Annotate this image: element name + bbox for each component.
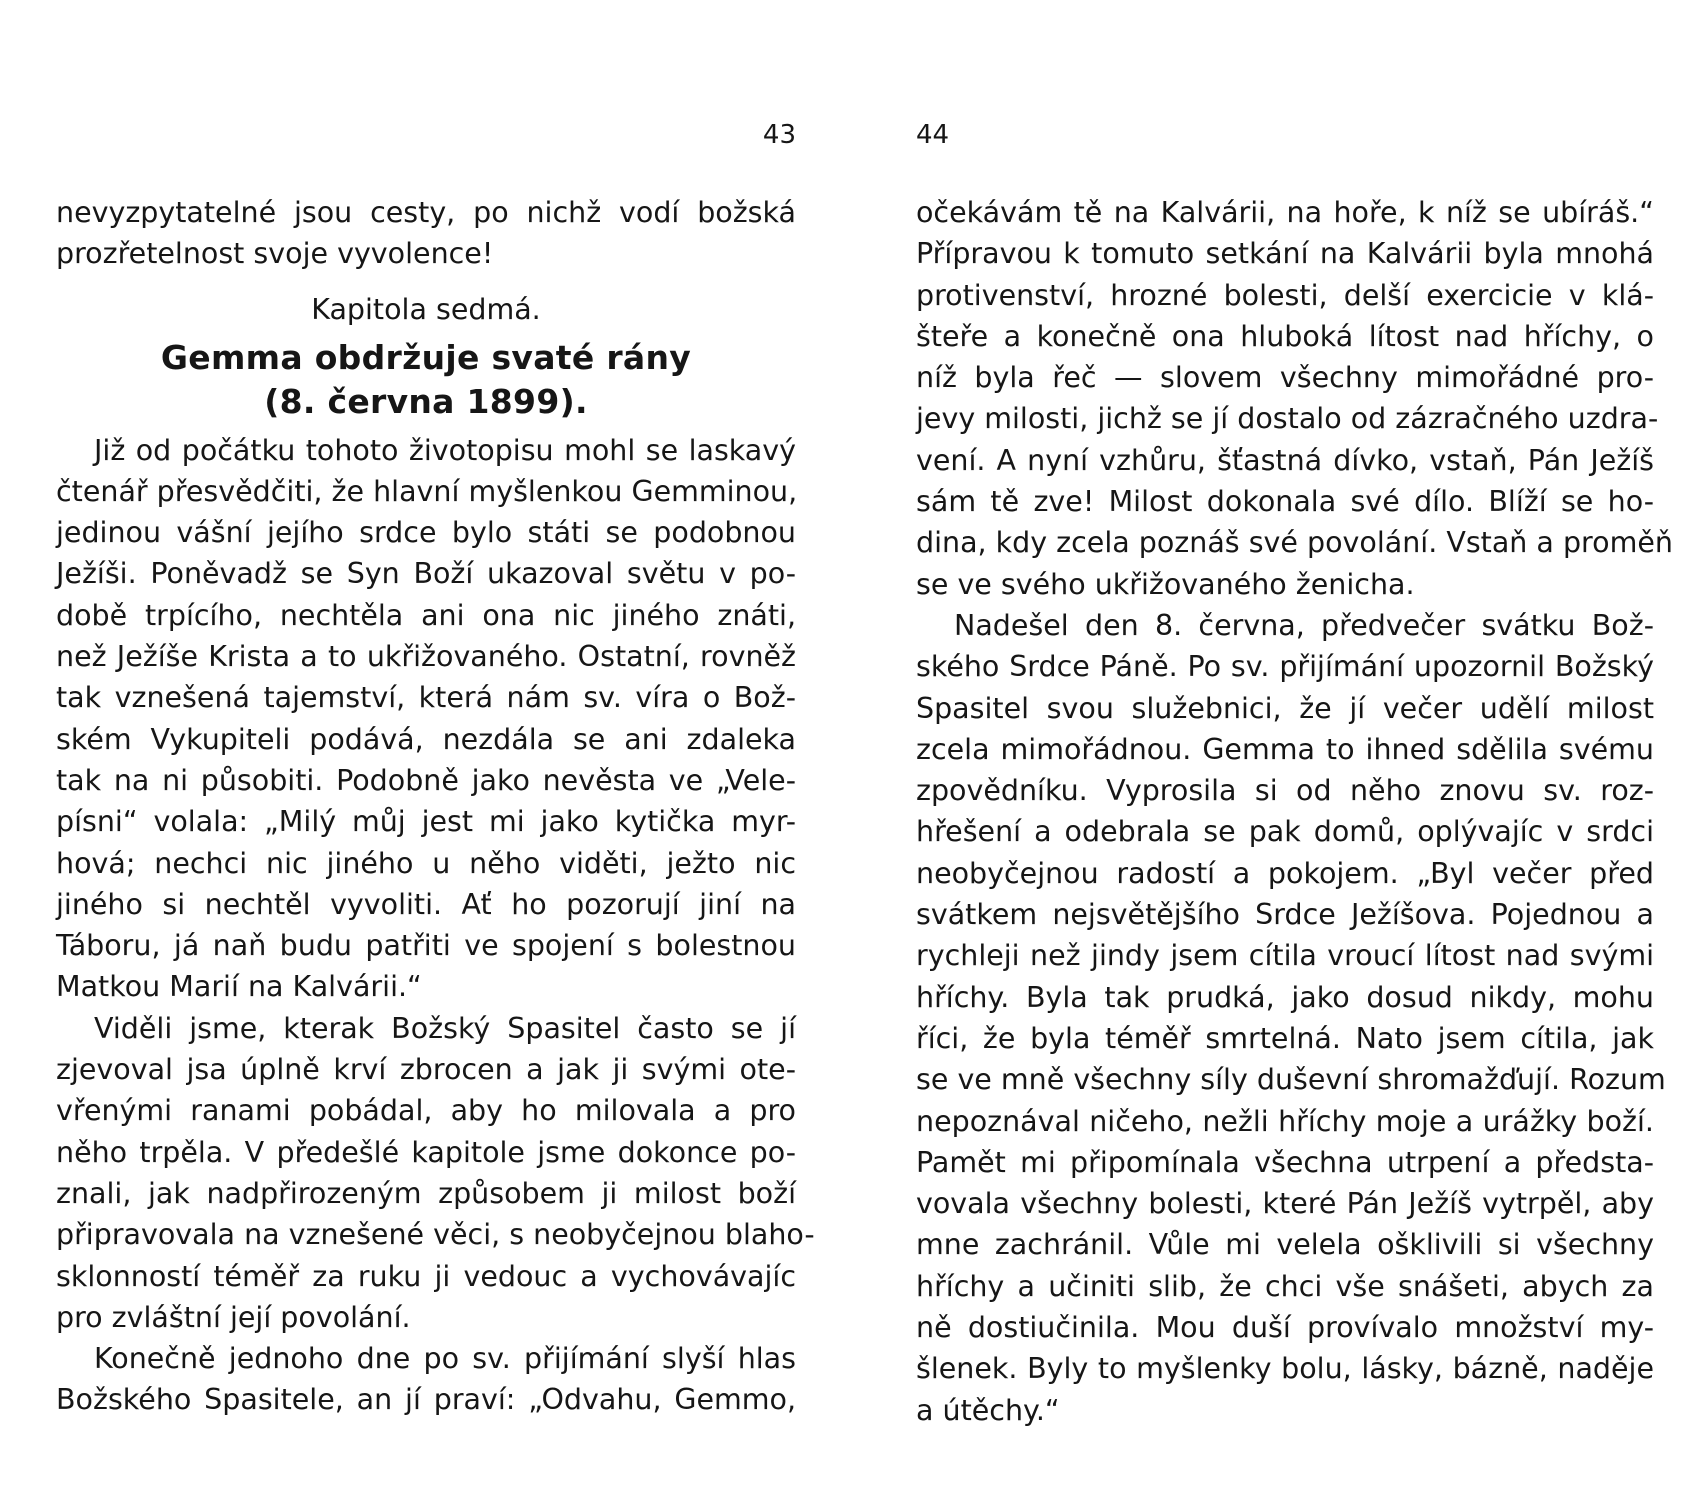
text-line: nepoznával ničeho, nežli hříchy moje a urážky boží.: [916, 1104, 1654, 1138]
text-column: [56, 192, 815, 1421]
text-line: připravovala na vznešené věci, s neobyčejnou blaho-: [56, 1218, 815, 1252]
text-line: hová; nechci nic jiného u něho viděti, ježto nic: [56, 846, 796, 880]
text-line: hříchy a učiniti slib, že chci vše snášeti, abych za: [916, 1269, 1654, 1303]
text-line: Božského Spasitele, an jí praví: „Odvahu, Gemmo,: [56, 1383, 796, 1417]
text-line: Nadešel den 8. června, předvečer svátku Bož-: [954, 608, 1654, 642]
right-page: [916, 0, 1673, 1500]
text-line: Táboru, já naň budu patřiti ve spojení s bolestnou: [56, 929, 796, 963]
text-line: ském Vykupiteli podává, nezdála se ani zdaleka: [56, 722, 796, 756]
chapter-label: Kapitola sedmá.: [311, 292, 541, 326]
text-line: Ježíši. Poněvadž se Syn Boží ukazoval světu v po-: [56, 557, 796, 591]
text-line: níž byla řeč — slovem všechny mimořádné pro-: [916, 361, 1654, 395]
text-line: a útěchy.“: [916, 1393, 1060, 1427]
text-line: se ve svého ukřižovaného ženicha.: [916, 567, 1415, 601]
text-line: ského Srdce Páně. Po sv. přijímání upozornil Božský: [916, 650, 1654, 684]
text-line: Matkou Marií na Kalvárii.“: [56, 970, 422, 1004]
text-line: Přípravou k tomuto setkání na Kalvárii byla mnohá: [916, 237, 1654, 271]
text-line: Spasitel svou služebnici, že jí večer udělí milost: [916, 691, 1654, 725]
text-line: hřešení a odebrala se pak domů, oplývajíc v srdci: [916, 815, 1654, 849]
text-line: jedinou vášní jejího srdce bylo státi se podobnou: [56, 516, 796, 550]
text-line: znali, jak nadpřirozeným způsobem ji milost boží: [56, 1176, 796, 1210]
text-line: svátkem nejsvětějšího Srdce Ježíšova. Pojednou a: [916, 898, 1654, 932]
text-line: čtenář přesvědčiti, že hlavní myšlenkou Gemminou,: [56, 474, 798, 508]
text-line: protivenství, hrozné bolesti, delší exercicie v klá-: [916, 278, 1654, 312]
text-column: [916, 192, 1673, 1431]
text-line: ně dostiučinila. Mou duší provívalo množství my-: [916, 1311, 1654, 1345]
text-line: zpovědníku. Vyprosila si od něho znovu sv. roz-: [916, 774, 1654, 808]
text-line: době trpícího, nechtěla ani ona nic jiného znáti,: [56, 598, 796, 632]
paragraph: [56, 1338, 796, 1421]
text-line: vřenými ranami pobádal, aby ho milovala a pro: [56, 1094, 796, 1128]
text-line: něho trpěla. V předešlé kapitole jsme dokonce po-: [56, 1135, 796, 1169]
text-line: prozřetelnost svoje vyvolence!: [56, 237, 494, 271]
page-number: 43: [762, 120, 796, 150]
chapter-title: Gemma obdržuje svaté rány: [160, 337, 692, 377]
text-line: šlenek. Byly to myšlenky bolu, lásky, bázně, naděje: [916, 1352, 1654, 1386]
text-line: Viděli jsme, kterak Božský Spasitel často se jí: [94, 1011, 796, 1045]
text-line: jiného si nechtěl vyvoliti. Ať ho pozorují jiní na: [56, 887, 796, 921]
text-line: zcela mimořádnou. Gemma to ihned sdělila svému: [916, 732, 1654, 766]
text-line: Konečně jednoho dne po sv. přijímání slyší hlas: [94, 1342, 796, 1376]
left-page: [56, 0, 815, 1500]
page-number: 44: [916, 120, 950, 150]
text-line: vovala všechny bolesti, které Pán Ježíš vytrpěl, aby: [916, 1187, 1654, 1221]
text-line: rychleji než jindy jsem cítila vroucí lítost nad svými: [916, 939, 1654, 973]
text-line: pro zvláštní její povolání.: [56, 1300, 411, 1334]
paragraph: [56, 430, 796, 1008]
text-line: se ve mně všechny síly duševní shromažďují. Rozum: [916, 1063, 1666, 1097]
text-line: dina, kdy zcela poznáš své povolání. Vstaň a proměň: [916, 526, 1673, 560]
text-line: sám tě zve! Milost dokonala své dílo. Blíží se ho-: [916, 485, 1654, 519]
text-line: neobyčejnou radostí a pokojem. „Byl večer před: [916, 856, 1654, 890]
text-line: hříchy. Byla tak prudká, jako dosud nikdy, mohu: [916, 980, 1654, 1014]
text-line: tak na ni působiti. Podobně jako nevěsta ve „Vele-: [56, 763, 796, 797]
text-line: mne zachránil. Vůle mi velela ošklivili si všechny: [916, 1228, 1654, 1262]
text-line: Již od počátku tohoto životopisu mohl se laskavý: [94, 433, 796, 467]
text-line: písni“ volala: „Milý můj jest mi jako kytička myr-: [56, 805, 796, 839]
text-line: tak vznešená tajemství, která nám sv. víra o Bož-: [56, 681, 796, 715]
text-line: očekávám tě na Kalvárii, na hoře, k níž se ubíráš.“: [916, 196, 1654, 229]
text-line: sklonností téměř za ruku ji vedouc a vychovávajíc: [56, 1259, 796, 1293]
text-line: jevy milosti, jichž se jí dostalo od zázračného uzdra-: [916, 402, 1659, 436]
text-line: než Ježíše Krista a to ukřižovaného. Ostatní, rovněž: [56, 640, 796, 674]
text-line: vení. A nyní vzhůru, šťastná dívko, vstaň, Pán Ježíš: [916, 443, 1654, 477]
chapter-title: (8. června 1899).: [264, 381, 588, 421]
text-line: Pamět mi připomínala všechna utrpení a předsta-: [916, 1145, 1654, 1179]
paragraph: [56, 1008, 815, 1338]
text-line: nevyzpytatelné jsou cesty, po nichž vodí božská: [56, 196, 796, 229]
paragraph: [916, 192, 1673, 605]
text-line: zjevoval jsa úplně krví zbrocen a jak ji svými ote-: [56, 1053, 796, 1087]
text-line: říci, že byla téměř smrtelná. Nato jsem cítila, jak: [916, 1021, 1654, 1055]
paragraph: [916, 605, 1666, 1431]
text-line: šteře a konečně ona hluboká lítost nad hříchy, o: [916, 319, 1654, 353]
